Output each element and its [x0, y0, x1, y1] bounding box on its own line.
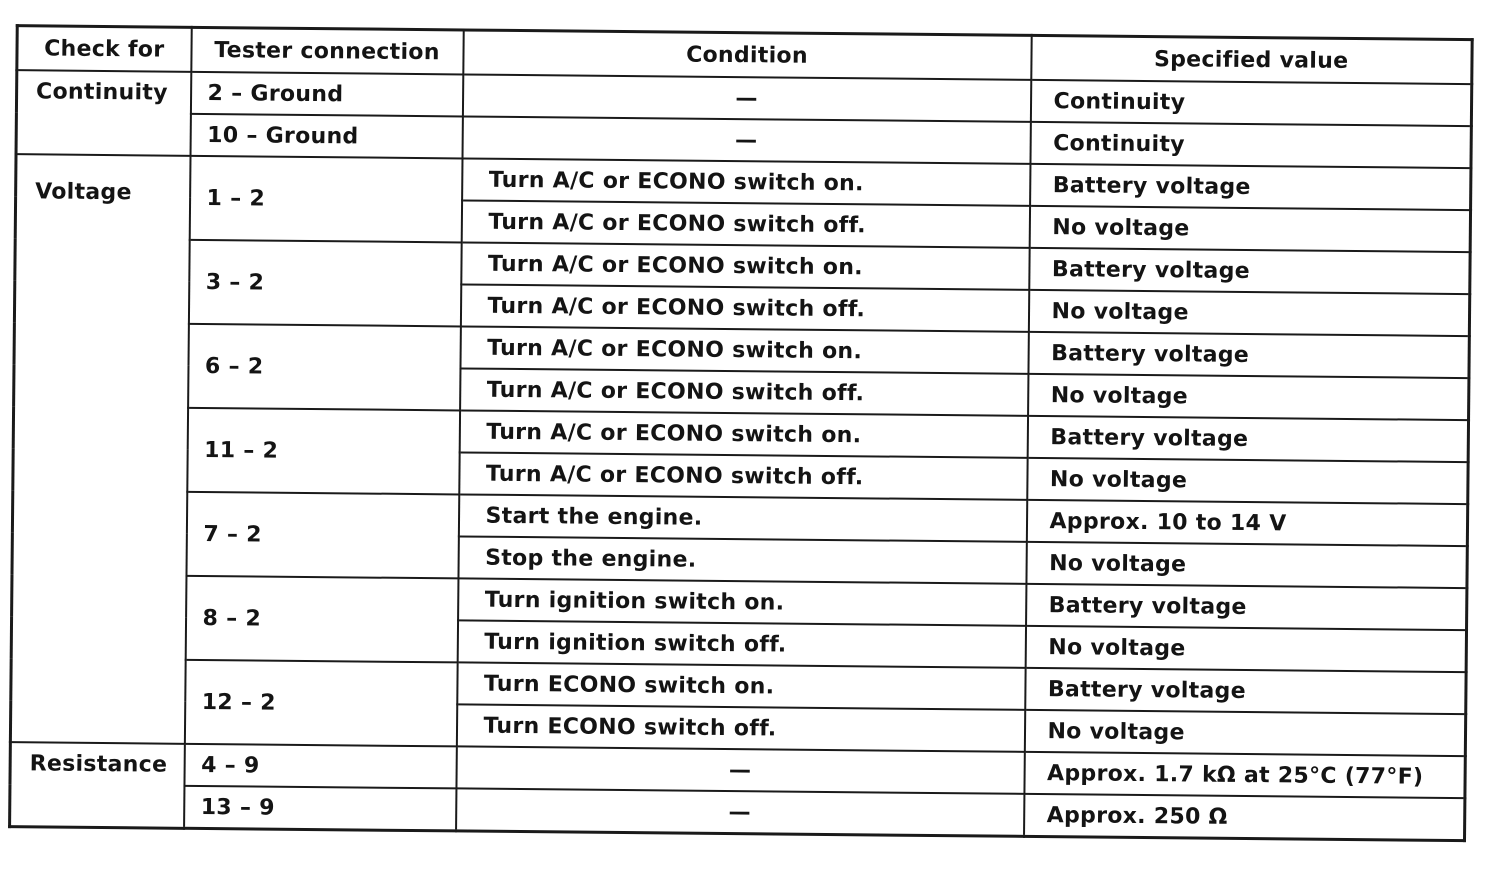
- specified-value-cell: Approx. 10 to 14 V: [1026, 500, 1467, 546]
- tester-connection-cell: 13 – 9: [184, 786, 456, 831]
- header-tester-connection: Tester connection: [191, 27, 463, 74]
- tester-connection-cell: 1 – 2: [189, 156, 462, 243]
- specified-value-cell: Battery voltage: [1025, 668, 1466, 714]
- check-for-cell: Voltage: [10, 154, 190, 744]
- specified-value-cell: Battery voltage: [1028, 332, 1469, 378]
- tester-connection-cell: 6 – 2: [188, 324, 461, 411]
- condition-cell: —: [462, 74, 1030, 121]
- specified-value-cell: No voltage: [1028, 374, 1469, 420]
- check-for-cell: Continuity: [16, 70, 191, 156]
- condition-cell: Turn ECONO switch off.: [456, 704, 1024, 751]
- tester-connection-cell: 11 – 2: [187, 408, 460, 495]
- condition-cell: Turn A/C or ECONO switch off.: [460, 284, 1028, 331]
- specified-value-cell: No voltage: [1026, 542, 1467, 588]
- condition-cell: Turn A/C or ECONO switch on.: [459, 410, 1027, 457]
- condition-cell: Start the engine.: [458, 494, 1026, 541]
- header-check-for: Check for: [17, 26, 191, 72]
- specified-value-cell: No voltage: [1029, 206, 1470, 252]
- tester-connection-cell: 4 – 9: [184, 744, 456, 789]
- specified-value-cell: Battery voltage: [1027, 416, 1468, 462]
- condition-cell: —: [456, 788, 1024, 836]
- tester-connection-cell: 12 – 2: [184, 660, 457, 747]
- specified-value-cell: No voltage: [1027, 458, 1468, 504]
- condition-cell: Turn A/C or ECONO switch off.: [459, 452, 1027, 499]
- condition-cell: Turn ignition switch off.: [457, 620, 1025, 667]
- condition-cell: Turn A/C or ECONO switch on.: [462, 158, 1030, 205]
- specified-value-cell: Battery voltage: [1029, 248, 1470, 294]
- check-for-cell: Resistance: [10, 742, 185, 828]
- condition-cell: —: [456, 746, 1024, 793]
- specified-value-cell: Continuity: [1030, 122, 1471, 168]
- condition-cell: Turn A/C or ECONO switch off.: [461, 200, 1029, 247]
- specified-value-cell: Continuity: [1030, 80, 1471, 126]
- condition-cell: Turn A/C or ECONO switch on.: [460, 326, 1028, 373]
- specified-value-cell: No voltage: [1024, 710, 1465, 756]
- specified-value-cell: No voltage: [1025, 626, 1466, 672]
- inspection-table: [8, 24, 1474, 842]
- condition-cell: Turn ECONO switch on.: [457, 662, 1025, 709]
- header-condition: Condition: [463, 30, 1031, 80]
- condition-cell: Turn A/C or ECONO switch off.: [460, 368, 1028, 415]
- condition-cell: Turn ignition switch on.: [458, 578, 1026, 625]
- specified-value-cell: No voltage: [1028, 290, 1469, 336]
- specified-value-cell: Approx. 250 Ω: [1024, 794, 1465, 841]
- specified-value-cell: Battery voltage: [1026, 584, 1467, 630]
- tester-connection-cell: 2 – Ground: [190, 72, 462, 117]
- tester-connection-cell: 10 – Ground: [190, 114, 462, 159]
- specified-value-cell: Battery voltage: [1030, 164, 1471, 210]
- header-specified-value: Specified value: [1031, 35, 1472, 84]
- condition-cell: Turn A/C or ECONO switch on.: [461, 242, 1029, 289]
- tester-connection-cell: 7 – 2: [186, 492, 459, 579]
- specified-value-cell: Approx. 1.7 kΩ at 25°C (77°F): [1024, 752, 1465, 798]
- tester-connection-cell: 3 – 2: [188, 240, 461, 327]
- tester-connection-cell: 8 – 2: [185, 576, 458, 663]
- condition-cell: Stop the engine.: [458, 536, 1026, 583]
- condition-cell: —: [462, 116, 1030, 163]
